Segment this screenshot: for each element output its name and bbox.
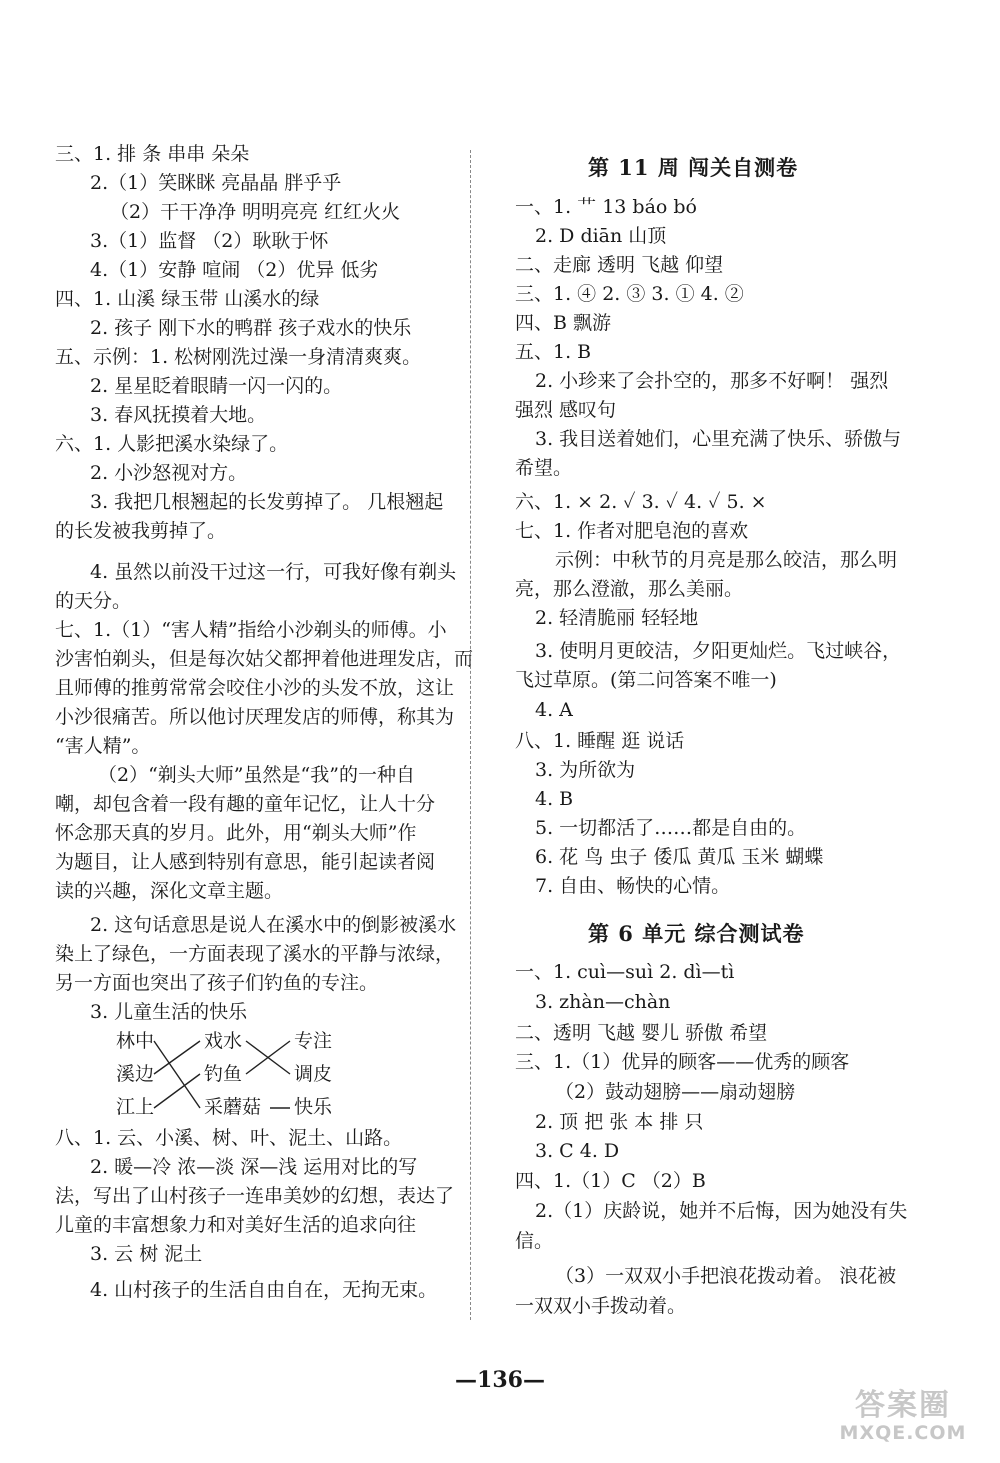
answer-line: 示例：中秋节的月亮是那么皎洁，那么明 bbox=[555, 549, 898, 571]
match-word-left: 溪边 bbox=[116, 1063, 155, 1085]
answer-line: 2.（1）笑眯眯 亮晶晶 胖乎乎 bbox=[90, 172, 342, 194]
answer-line: 沙害怕剃头，但是每次姑父都押着他进理发店，而 bbox=[55, 648, 474, 670]
match-line bbox=[154, 1041, 200, 1108]
answer-line: 7. 自由、畅快的心情。 bbox=[535, 875, 731, 897]
match-word-middle: 采蘑菇 bbox=[204, 1096, 262, 1118]
answer-line: 2. 小沙怒视对方。 bbox=[90, 462, 248, 484]
answer-line: 嘲，却包含着一段有趣的童年记忆，让人十分 bbox=[55, 793, 436, 815]
answer-line: 六、1. × 2. ✓ 3. ✓ 4. ✓ 5. × bbox=[515, 491, 767, 513]
answer-line: 飞过草原。(第二问答案不唯一) bbox=[515, 669, 777, 691]
page-number: —136— bbox=[455, 1367, 545, 1393]
answer-line: 六、1. 人影把溪水染绿了。 bbox=[55, 433, 289, 455]
answer-line: （2）鼓动翅膀——扇动翅膀 bbox=[555, 1081, 796, 1103]
answer-line: 6. 花 鸟 虫子 倭瓜 黄瓜 玉米 蝴蝶 bbox=[535, 846, 824, 868]
answer-line: 2. 这句话意思是说人在溪水中的倒影被溪水 bbox=[90, 914, 457, 936]
answer-line: （3）一双双小手把浪花拨动着。 浪花被 bbox=[555, 1265, 897, 1287]
watermark-url: MXQE.COM bbox=[839, 1422, 967, 1444]
answer-line: 法，写出了山村孩子一连串美妙的幻想，表达了 bbox=[55, 1185, 455, 1207]
answer-line: 一、1. ⺾ 13 báo bó bbox=[515, 196, 697, 218]
answer-line: 2.（1）庆龄说，她并不后悔，因为她没有失 bbox=[535, 1200, 908, 1222]
answer-line: 3. 春风抚摸着大地。 bbox=[90, 404, 267, 426]
answer-line: 四、B 飘游 bbox=[515, 312, 612, 334]
site-watermark bbox=[828, 1380, 978, 1452]
answer-line: 的天分。 bbox=[55, 590, 132, 612]
answer-line: 另一方面也突出了孩子们钓鱼的专注。 bbox=[55, 972, 379, 994]
answer-line: 一双双小手拨动着。 bbox=[515, 1295, 687, 1317]
match-word-middle: 钓鱼 bbox=[204, 1063, 243, 1085]
answer-line: 3. 儿童生活的快乐 bbox=[90, 1001, 248, 1023]
answer-line: 4. A bbox=[535, 699, 573, 721]
answer-line: 一、1. cuì—suì 2. dì—tì bbox=[515, 961, 735, 983]
answer-line: 四、1. 山溪 绿玉带 山溪水的绿 bbox=[55, 288, 320, 310]
watermark-logo-text: 答案圈 bbox=[855, 1388, 951, 1423]
answer-line: 2. 轻清脆丽 轻轻地 bbox=[535, 607, 699, 629]
match-word-right: 调皮 bbox=[294, 1063, 333, 1085]
answer-line: 3. C 4. D bbox=[535, 1140, 620, 1162]
answer-line: 强烈 感叹句 bbox=[515, 399, 617, 421]
answer-line: 七、1. 作者对肥皂泡的喜欢 bbox=[515, 520, 749, 542]
answer-line: 4. 山村孩子的生活自由自在，无拘无束。 bbox=[90, 1279, 438, 1301]
answer-line: 五、1. B bbox=[515, 341, 592, 363]
answer-line: 二、走廊 透明 飞越 仰望 bbox=[515, 254, 724, 276]
answer-line: 且师傅的推剪常常会咬住小沙的头发不放，这让 bbox=[55, 677, 455, 699]
answer-line: 染上了绿色，一方面表现了溪水的平静与浓绿， bbox=[55, 943, 455, 965]
answer-line: 希望。 bbox=[515, 457, 573, 479]
match-line bbox=[154, 1074, 200, 1108]
answer-line: 3. 为所欲为 bbox=[535, 759, 636, 781]
answer-line: 四、1.（1）C （2）B bbox=[515, 1170, 706, 1192]
column-divider bbox=[470, 150, 471, 1320]
answer-line: 读的兴趣，深化文章主题。 bbox=[55, 880, 284, 902]
section-heading: 第 6 单元 综合测试卷 bbox=[588, 921, 805, 946]
match-line bbox=[154, 1041, 200, 1074]
answer-line: 4. 虽然以前没干过这一行，可我好像有剃头 bbox=[90, 561, 457, 583]
answer-line: 五、示例：1. 松树刚洗过澡一身清清爽爽。 bbox=[55, 346, 422, 368]
match-word-left: 江上 bbox=[116, 1096, 155, 1118]
answer-line: （2）“剃头大师”虽然是“我”的一种自 bbox=[98, 764, 415, 786]
answer-line: 3. 我把几根翘起的长发剪掉了。 几根翘起 bbox=[90, 491, 444, 513]
answer-line: 怀念那天真的岁月。此外，用“剃头大师”作 bbox=[55, 822, 417, 844]
matching-diagram bbox=[110, 1030, 350, 1118]
answer-line: 为题目，让人感到特别有意思，能引起读者阅 bbox=[55, 851, 436, 873]
answer-line: 信。 bbox=[515, 1230, 554, 1252]
answer-line: 3. 我目送着她们，心里充满了快乐、骄傲与 bbox=[535, 428, 902, 450]
answer-line: 儿童的丰富想象力和对美好生活的追求向往 bbox=[55, 1214, 417, 1236]
match-word-right: 快乐 bbox=[294, 1096, 333, 1118]
answer-line: 2. D diān 山顶 bbox=[535, 225, 667, 247]
answer-line: 3. 使明月更皎洁，夕阳更灿烂。飞过峡谷， bbox=[535, 640, 902, 662]
answer-line: 三、1. ④ 2. ③ 3. ① 4. ② bbox=[515, 283, 744, 305]
answer-line: 5. 一切都活了……都是自由的。 bbox=[535, 817, 807, 839]
match-word-left: 林中 bbox=[116, 1030, 155, 1052]
answer-line: 二、透明 飞越 婴儿 骄傲 希望 bbox=[515, 1022, 768, 1044]
answer-line: 4.（1）安静 喧闹 （2）优异 低劣 bbox=[90, 259, 379, 281]
answer-line: 4. B bbox=[535, 788, 574, 810]
answer-line: 2. 星星眨着眼睛一闪一闪的。 bbox=[90, 375, 343, 397]
answer-line: “害人精”。 bbox=[55, 735, 151, 757]
answer-line: 的长发被我剪掉了。 bbox=[55, 520, 227, 542]
match-word-right: 专注 bbox=[294, 1030, 333, 1052]
answer-line: 3. zhàn—chàn bbox=[535, 991, 671, 1013]
answer-line: 小沙很痛苦。所以他讨厌理发店的师傅，称其为 bbox=[55, 706, 455, 728]
answer-line: 2. 孩子 刚下水的鸭群 孩子戏水的快乐 bbox=[90, 317, 412, 339]
answer-line: 3. 云 树 泥土 bbox=[90, 1243, 203, 1265]
answer-line: 七、1.（1）“害人精”指给小沙剃头的师傅。小 bbox=[55, 619, 447, 641]
answer-line: 2. 暖—冷 浓—淡 深—浅 运用对比的写 bbox=[90, 1156, 418, 1178]
answer-line: 八、1. 云、小溪、树、叶、泥土、山路。 bbox=[55, 1127, 403, 1149]
answer-line: 亮，那么澄澈，那么美丽。 bbox=[515, 578, 744, 600]
match-word-middle: 戏水 bbox=[204, 1030, 243, 1052]
answer-line: 三、1.（1）优异的顾客——优秀的顾客 bbox=[515, 1051, 850, 1073]
answer-line: 3.（1）监督 （2）耿耿于怀 bbox=[90, 230, 329, 252]
answer-line: 2. 顶 把 张 本 排 只 bbox=[535, 1111, 704, 1133]
answer-line: 三、1. 排 条 串串 朵朵 bbox=[55, 143, 250, 165]
section-heading: 第 11 周 闯关自测卷 bbox=[588, 155, 799, 180]
answer-line: （2）干干净净 明明亮亮 红红火火 bbox=[110, 201, 401, 223]
answer-line: 2. 小珍来了会扑空的，那多不好啊！ 强烈 bbox=[535, 370, 889, 392]
answer-line: 八、1. 睡醒 逛 说话 bbox=[515, 730, 685, 752]
